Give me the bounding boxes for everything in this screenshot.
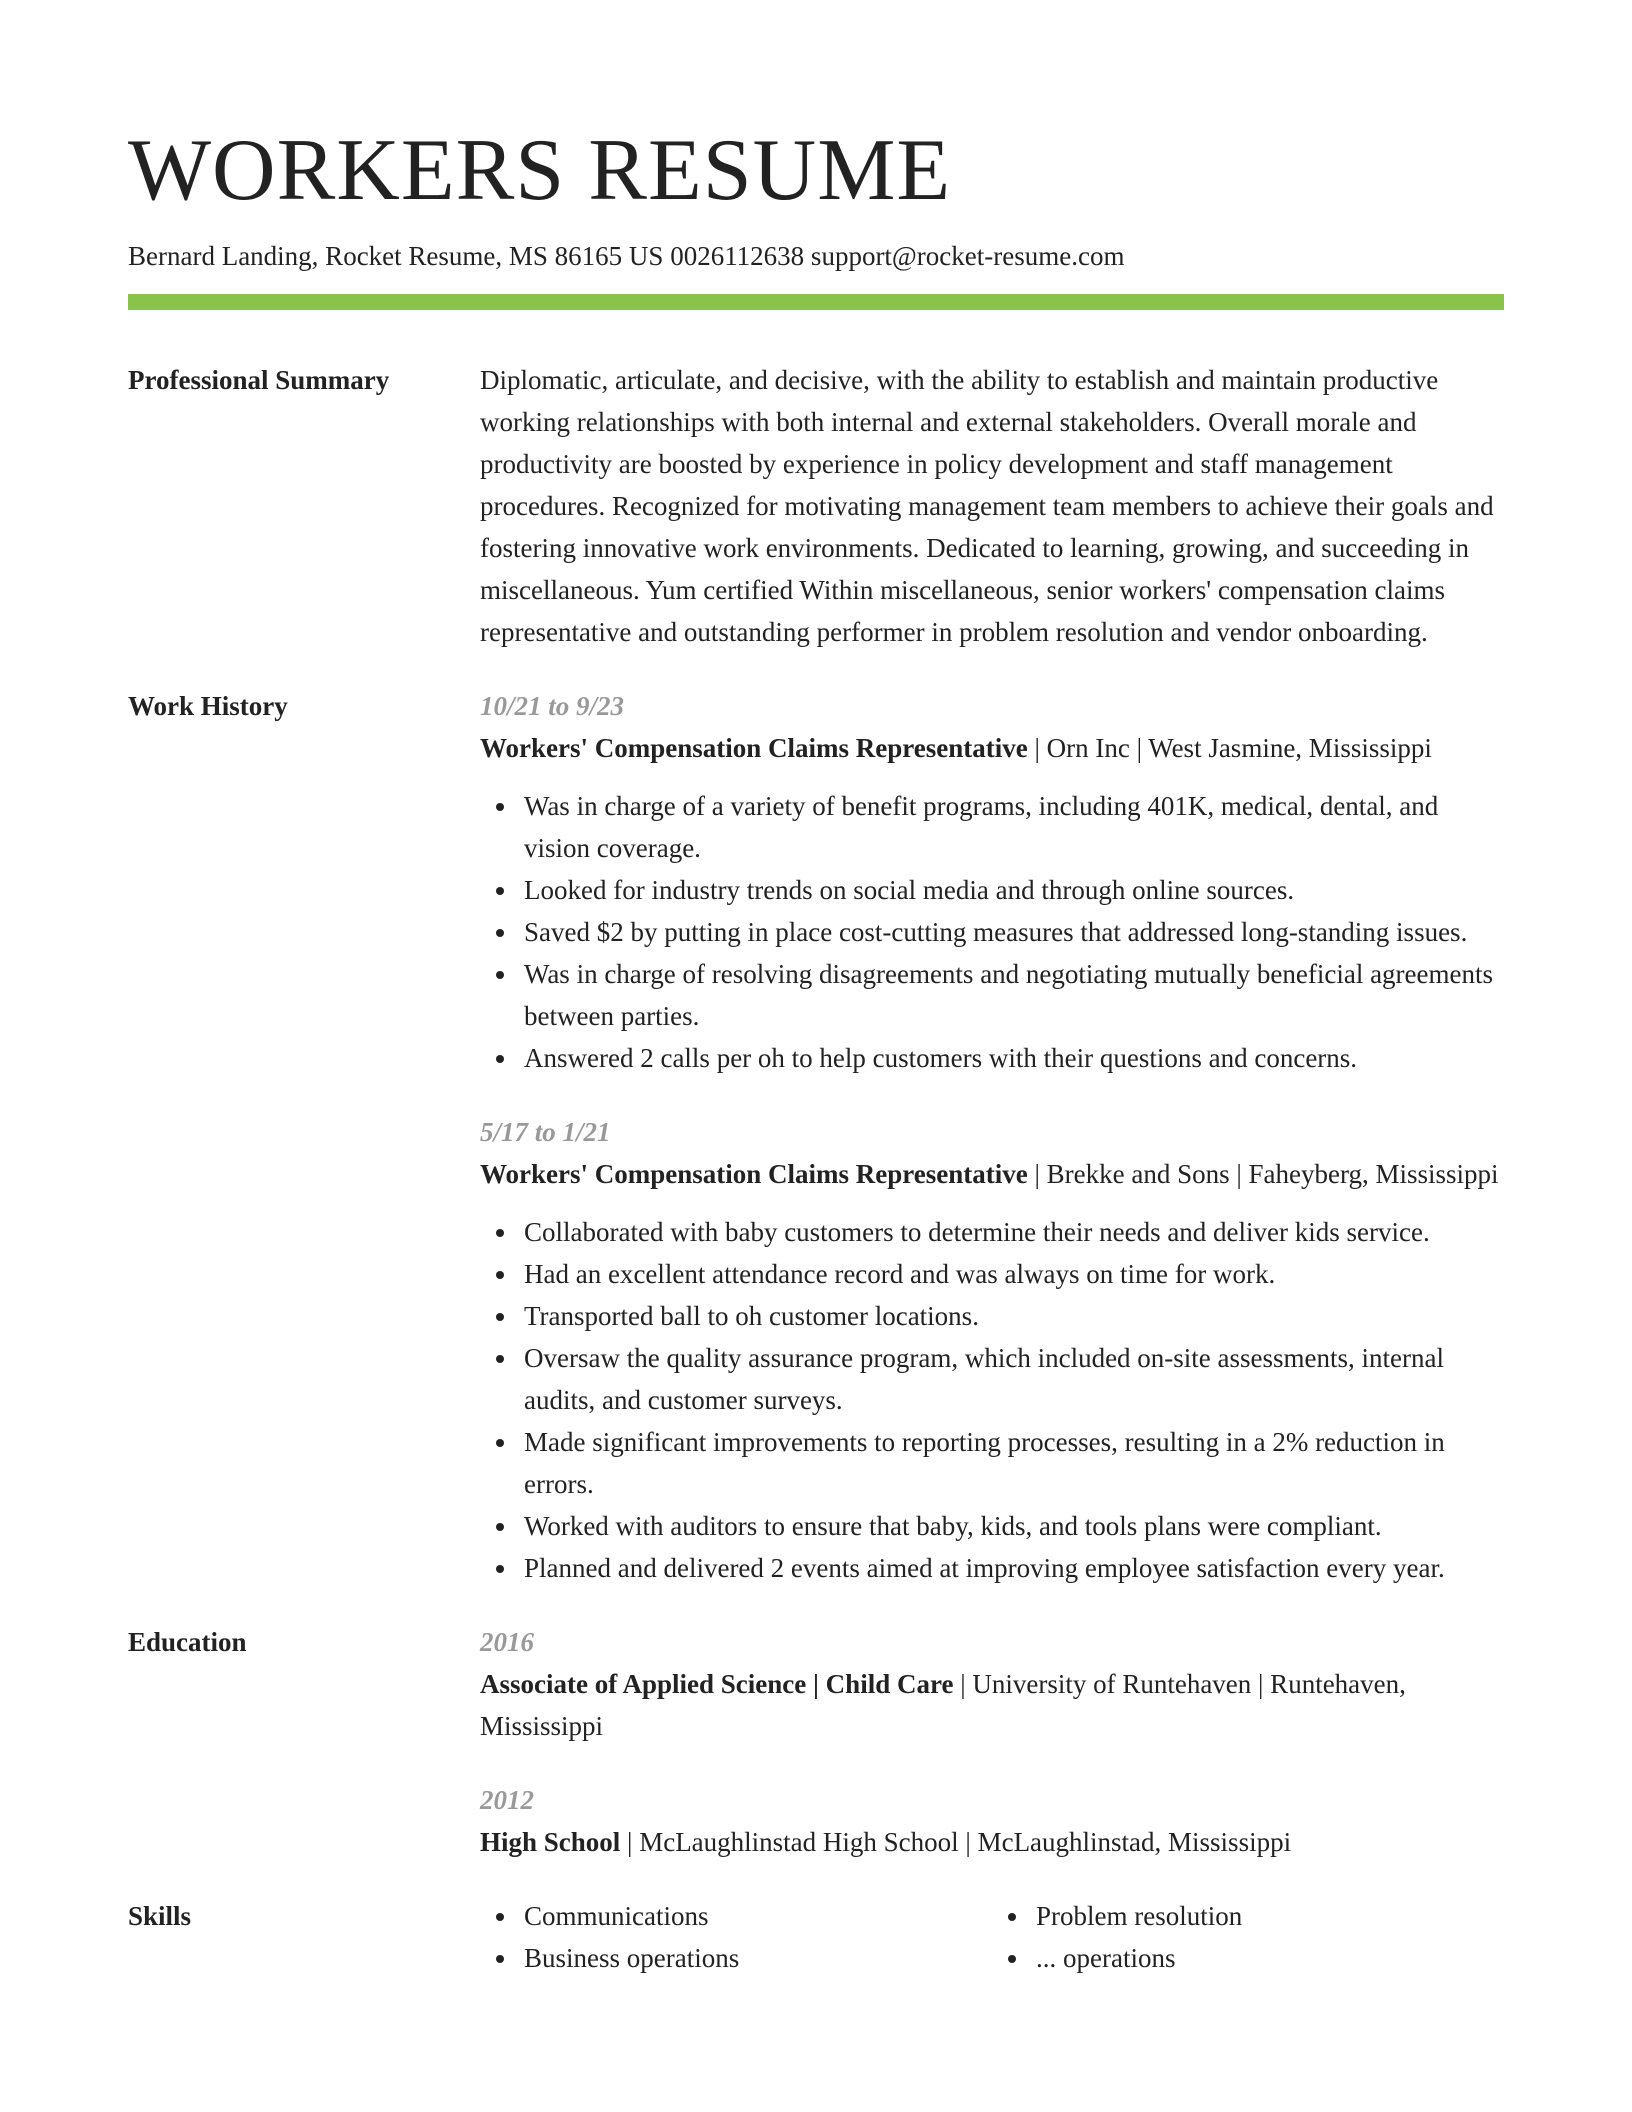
education-heading xyxy=(480,1821,1504,1863)
skill-item: ... operations xyxy=(1036,1937,1504,1979)
job-heading xyxy=(480,727,1504,769)
summary-section xyxy=(128,359,1504,653)
skills-column-right xyxy=(992,1895,1504,1979)
job-bullet: Planned and delivered 2 events aimed at improving employee satisfaction every year. xyxy=(524,1547,1504,1589)
education-entry xyxy=(480,1779,1504,1863)
skills-label: Skills xyxy=(128,1901,192,1931)
job-bullet: Oversaw the quality assurance program, which included on-site assessments, internal audits, and customer surveys. xyxy=(524,1337,1504,1421)
job-details: | Brekke and Sons | Faheyberg, Mississippi xyxy=(1027,1159,1499,1189)
job-dates: 5/17 to 1/21 xyxy=(480,1117,611,1147)
job-title: Workers' Compensation Claims Representative xyxy=(480,1159,1028,1189)
education-degree: High School xyxy=(480,1827,621,1857)
job-bullets xyxy=(480,1211,1504,1589)
job-bullet: Worked with auditors to ensure that baby, kids, and tools plans were compliant. xyxy=(524,1505,1504,1547)
header-divider xyxy=(128,294,1504,310)
job-bullet: Collaborated with baby customers to determine their needs and deliver kids service. xyxy=(524,1211,1504,1253)
job-bullet: Was in charge of resolving disagreements and negotiating mutually beneficial agreements between parties. xyxy=(524,953,1504,1037)
skills-column-left xyxy=(480,1895,992,1979)
summary-label: Professional Summary xyxy=(128,365,390,395)
job-bullets xyxy=(480,785,1504,1079)
education-entry xyxy=(480,1621,1504,1747)
contact-info: Bernard Landing, Rocket Resume, MS 86165 US 0026112638 support@rocket-resume.com xyxy=(128,241,1125,271)
job-bullet: Made significant improvements to reporting processes, resulting in a 2% reduction in errors. xyxy=(524,1421,1504,1505)
job-details: | Orn Inc | West Jasmine, Mississippi xyxy=(1027,733,1432,763)
education-year: 2012 xyxy=(480,1785,534,1815)
resume-title: WORKERS RESUME xyxy=(128,122,952,219)
job-bullet: Answered 2 calls per oh to help customers with their questions and concerns. xyxy=(524,1037,1504,1079)
skills-body xyxy=(480,1895,1504,1979)
education-details: | University of Runtehaven | Runtehaven, Mississippi xyxy=(480,1669,1406,1741)
job-entry xyxy=(480,685,1504,1079)
job-heading xyxy=(480,1153,1504,1195)
summary-text: Diplomatic, articulate, and decisive, with the ability to establish and maintain productive working relationships with both internal and external stakeholders. Overall morale and productivity are boosted by experience in policy development and staff management procedures. Recognized for motivating management team members to achieve their goals and fostering innovative work environments. Dedicated to learning, growing, and succeeding in miscellaneous. Yum certified Within miscellaneous, senior workers' compensation claims representative and outstanding performer in problem resolution and vendor onboarding. xyxy=(480,365,1494,647)
summary-body xyxy=(480,359,1504,653)
skill-item: Business operations xyxy=(524,1937,992,1979)
job-bullet: Transported ball to oh customer locations. xyxy=(524,1295,1504,1337)
resume-page xyxy=(128,0,1504,1979)
job-dates: 10/21 to 9/23 xyxy=(480,691,625,721)
work-history-body xyxy=(480,685,1504,1589)
education-degree: Associate of Applied Science | Child Care xyxy=(480,1669,954,1699)
work-history-label: Work History xyxy=(128,691,288,721)
job-bullet: Had an excellent attendance record and was always on time for work. xyxy=(524,1253,1504,1295)
education-body xyxy=(480,1621,1504,1863)
skill-item: Communications xyxy=(524,1895,992,1937)
job-bullet: Looked for industry trends on social media and through online sources. xyxy=(524,869,1504,911)
education-label: Education xyxy=(128,1627,247,1657)
skills-section xyxy=(128,1895,1504,1979)
education-section xyxy=(128,1621,1504,1863)
education-year: 2016 xyxy=(480,1627,534,1657)
job-bullet: Was in charge of a variety of benefit programs, including 401K, medical, dental, and vision coverage. xyxy=(524,785,1504,869)
work-history-section xyxy=(128,685,1504,1589)
job-entry xyxy=(480,1111,1504,1589)
education-details: | McLaughlinstad High School | McLaughlinstad, Mississippi xyxy=(620,1827,1292,1857)
job-bullet: Saved $2 by putting in place cost-cutting measures that addressed long-standing issues. xyxy=(524,911,1504,953)
skill-item: Problem resolution xyxy=(1036,1895,1504,1937)
skills-grid xyxy=(480,1895,1504,1979)
job-title: Workers' Compensation Claims Representative xyxy=(480,733,1028,763)
education-heading xyxy=(480,1663,1504,1747)
